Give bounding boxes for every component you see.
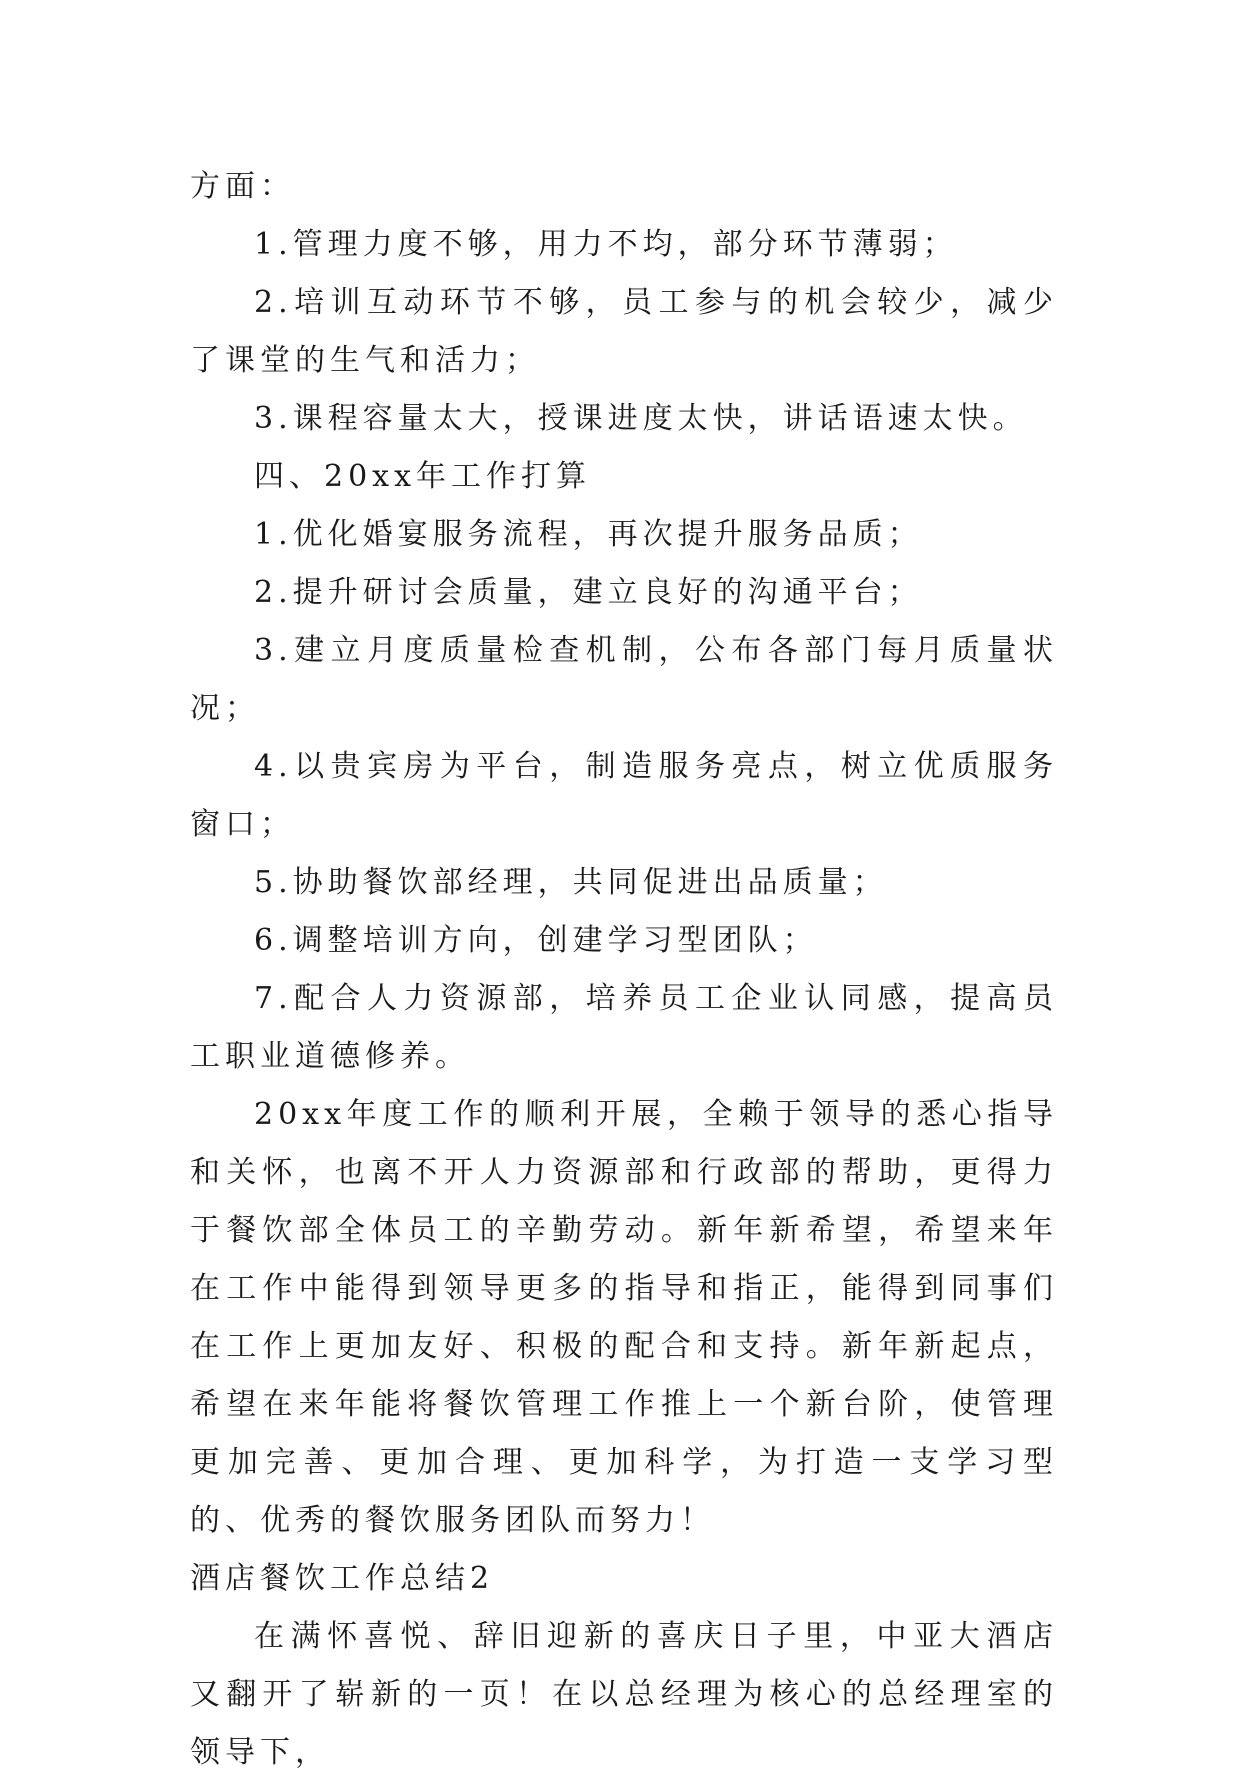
- plan-item-7: 7.配合人力资源部，培养员工企业认同感，提高员工职业道德修养。: [190, 981, 1058, 1074]
- shortcoming-item-3: 3.课程容量太大，授课进度太快，讲话语速太快。: [254, 401, 1028, 436]
- plan-item-6: 6.调整培训方向，创建学习型团队；: [254, 923, 818, 958]
- document-body: [190, 158, 1058, 1782]
- plan-item-4: 4.以贵宾房为平台，制造服务亮点，树立优质服务窗口；: [190, 749, 1058, 842]
- plan-item-3: 3.建立月度质量检查机制，公布各部门每月质量状况；: [190, 633, 1058, 726]
- summary-2-intro: 在满怀喜悦、辞旧迎新的喜庆日子里，中亚大酒店又翻开了崭新的一页！在以总经理为核心的总经理室的领导下，: [190, 1619, 1058, 1770]
- paragraph-continuation: 方面：: [190, 169, 295, 204]
- section-title-summary-2: 酒店餐饮工作总结2: [190, 1561, 495, 1596]
- plan-item-1: 1.优化婚宴服务流程，再次提升服务品质；: [254, 517, 923, 552]
- closing-paragraph: 20xx年度工作的顺利开展，全赖于领导的悉心指导和关怀，也离不开人力资源部和行政部的帮助，更得力于餐饮部全体员工的辛勤劳动。新年新希望，希望来年在工作中能得到领导更多的指导和指正，能得到同事们在工作上更加友好、积极的配合和支持。新年新起点，希望在来年能将餐饮管理工作推上一个新台阶，使管理更加完善、更加合理、更加科学，为打造一支学习型的、优秀的餐饮服务团队而努力！: [190, 1097, 1058, 1538]
- section-heading-plan: 四、20xx年工作打算: [254, 459, 592, 494]
- shortcoming-item-2: 2.培训互动环节不够，员工参与的机会较少，减少了课堂的生气和活力；: [190, 285, 1058, 378]
- plan-item-2: 2.提升研讨会质量，建立良好的沟通平台；: [254, 575, 923, 610]
- shortcoming-item-1: 1.管理力度不够，用力不均，部分环节薄弱；: [254, 227, 958, 262]
- plan-item-5: 5.协助餐饮部经理，共同促进出品质量；: [254, 865, 888, 900]
